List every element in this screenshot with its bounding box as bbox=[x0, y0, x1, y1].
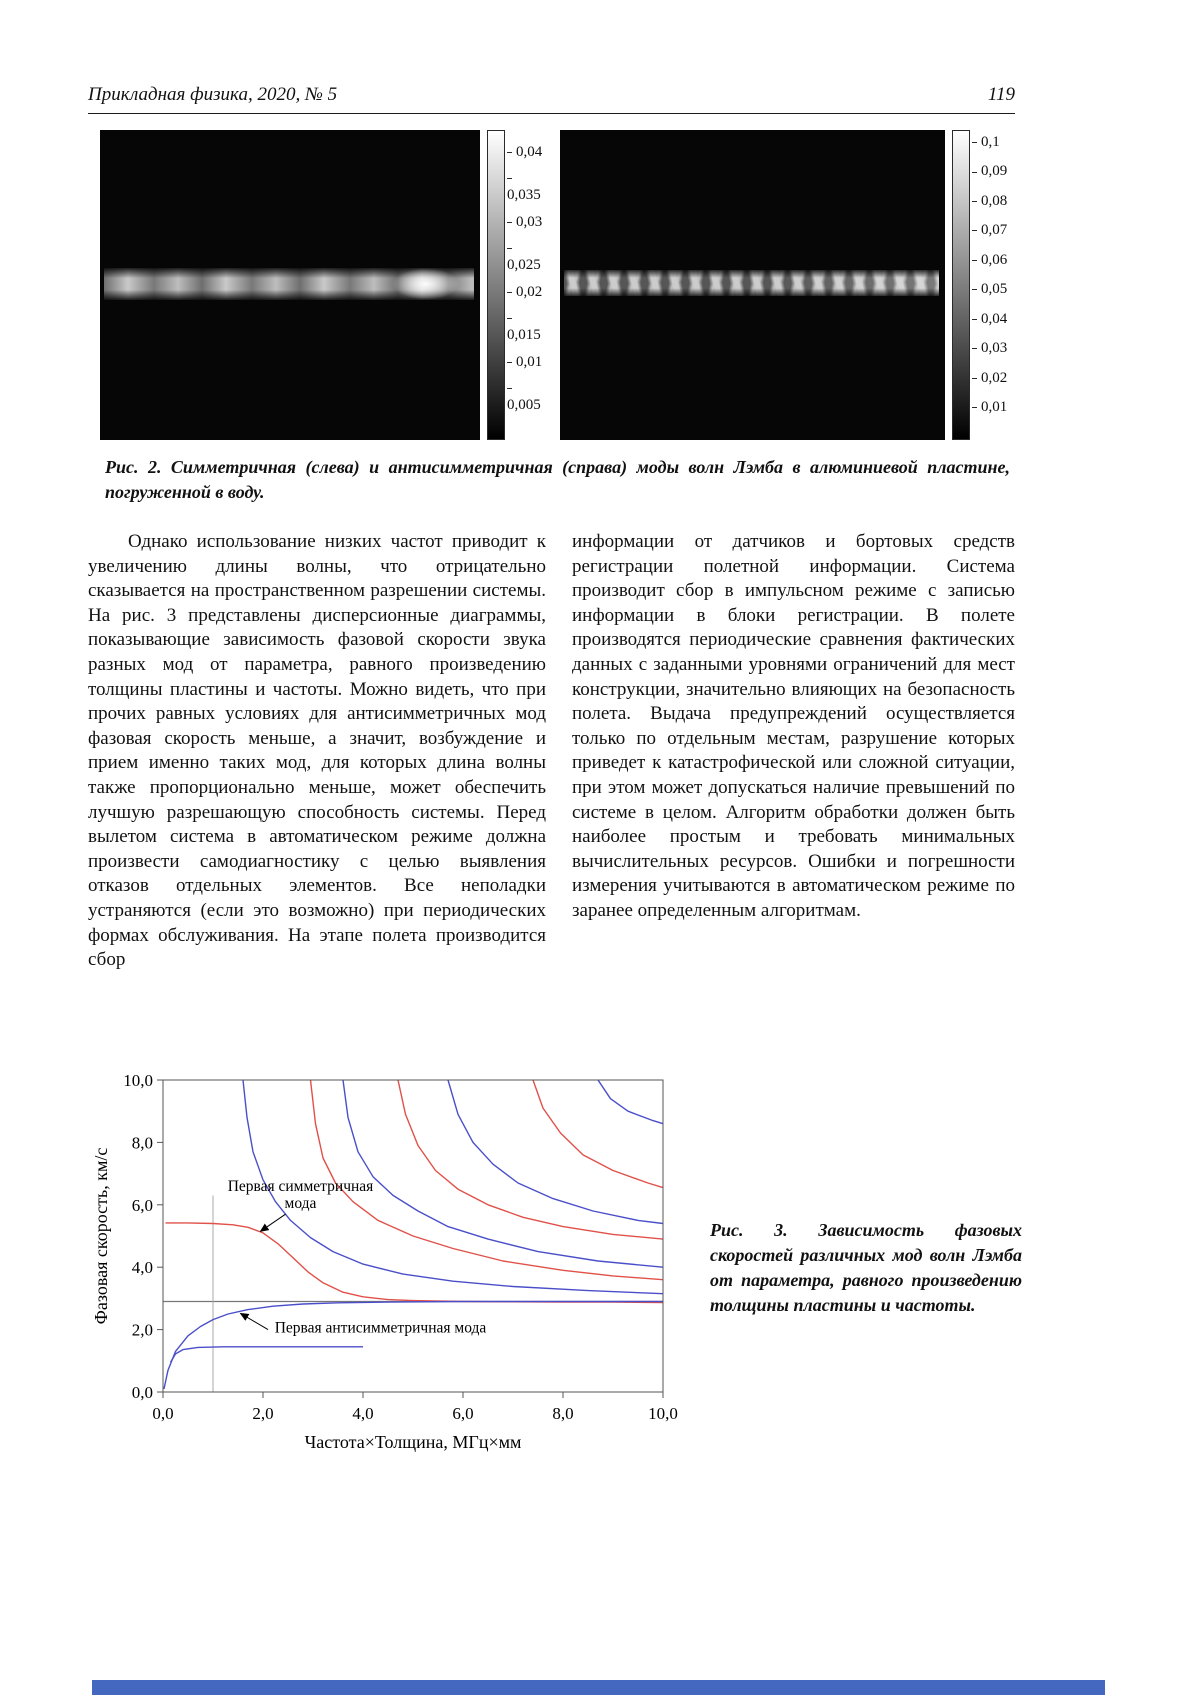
y-tick-label: 6,0 bbox=[131, 1195, 153, 1215]
y-tick-label: 0,0 bbox=[131, 1383, 153, 1402]
annotation-label: Первая антисимметричная мода bbox=[274, 1319, 487, 1337]
header-rule bbox=[88, 113, 1015, 114]
colorbar-tick-label: 0,01 bbox=[972, 399, 1007, 416]
y-tick-label: 4,0 bbox=[131, 1258, 153, 1278]
colorbar-tick-label: 0,03 bbox=[507, 214, 549, 231]
annotation-label: мода bbox=[284, 1194, 317, 1212]
right-colorbar-ticks bbox=[972, 130, 1007, 440]
body-left-column: Однако использование низких частот приводит к увеличению длины волны, что отрицательно сказывается на пространственном разрешении системы. На рис. 3 представлены дисперсионные диаграммы, показывающие зависимость фазовой скорости звука разных мод от параметра, равного произведению толщины пластины и частоты. Можно видеть, что при прочих равных условиях для антисимметричных мод фазовая скорость меньше, а значит, возбуждение и прием именно таких мод, для которых длина волны также пропорционально меньше, может обеспечить лучшую разрешающую способность системы. Перед вылетом система в автоматическом режиме должна произвести самодиагностику с целью выявления отказов отдельных элементов. Все неполадки устраняются (если это возможно) при периодических формах обслуживания. На этапе полета производится сбор bbox=[88, 531, 546, 971]
page-number: 119 bbox=[987, 84, 1015, 105]
left-colorbar-ticks bbox=[507, 130, 549, 440]
right-colorbar-gradient bbox=[952, 130, 970, 440]
figure-2-caption: Рис. 2. Симметричная (слева) и антисимметричная (справа) моды волн Лэмба в алюминиевой пластине, погруженной в воду. bbox=[105, 457, 1010, 502]
colorbar-tick-label: 0,05 bbox=[972, 281, 1007, 298]
mode-curve-S2 bbox=[398, 1080, 663, 1239]
colorbar-tick-label: 0,08 bbox=[972, 193, 1007, 210]
antisymmetric-mode-band bbox=[564, 270, 939, 296]
dispersion-chart bbox=[85, 1062, 705, 1462]
colorbar-tick-label: 0,04 bbox=[507, 144, 549, 161]
x-tick-label: 0,0 bbox=[152, 1404, 174, 1423]
colorbar-tick-label: 0,06 bbox=[972, 252, 1007, 269]
y-tick-label: 10,0 bbox=[123, 1071, 153, 1090]
colorbar-tick-label: 0,02 bbox=[972, 370, 1007, 387]
annotation-arrow bbox=[241, 1313, 269, 1329]
annotation-label: Первая симметричная bbox=[227, 1177, 374, 1195]
mode-curve-A2 bbox=[343, 1080, 663, 1267]
x-tick-label: 2,0 bbox=[252, 1404, 274, 1423]
colorbar-tick-label: 0,005 bbox=[507, 380, 549, 414]
colorbar-tick-label: 0,02 bbox=[507, 284, 549, 301]
x-axis-label: Частота×Толщина, МГц×мм bbox=[304, 1432, 522, 1452]
symmetric-mode-image bbox=[100, 130, 480, 440]
colorbar-tick-label: 0,09 bbox=[972, 163, 1007, 180]
mode-curve-A3 bbox=[448, 1080, 663, 1224]
mode-curve-A0 bbox=[164, 1302, 663, 1389]
mode-curve-A4 bbox=[598, 1080, 663, 1124]
page-header bbox=[88, 84, 1015, 106]
symmetric-mode-band bbox=[104, 268, 475, 301]
colorbar-tick-label: 0,01 bbox=[507, 354, 549, 371]
footer-bar bbox=[92, 1680, 1105, 1695]
left-colorbar-gradient bbox=[487, 130, 505, 440]
x-tick-label: 8,0 bbox=[552, 1404, 574, 1423]
colorbar-tick-label: 0,1 bbox=[972, 134, 1007, 151]
y-axis-label: Фазовая скорость, км/с bbox=[91, 1147, 111, 1325]
body-right-column: информации от датчиков и бортовых средств регистрации полетной информации. Система производит сбор в импульсном режиме с записью информации в блоки регистрации. В полете производятся периодические сравнения фактических данных с заданными уровнями ограничений для мест конструкции, значительно влияющих на безопасность полета. Выдача предупреждений осуществляется только по отдельным местам, разрушение которых приведет к катастрофической или сложной ситуации, при этом может допускаться наличие превышений по системе в целом. Алгоритм обработки должен быть наиболее простым и требовать минимальных вычислительных ресурсов. Ошибки и погрешности измерения учитываются в автоматическом режиме по заранее определенным алгоритмам. bbox=[572, 531, 1015, 921]
mode-curve-quasi-Scholte bbox=[171, 1347, 364, 1363]
colorbar-tick-label: 0,03 bbox=[972, 340, 1007, 357]
x-tick-label: 6,0 bbox=[452, 1404, 474, 1423]
colorbar-tick-label: 0,015 bbox=[507, 310, 549, 344]
colorbar-tick-label: 0,04 bbox=[972, 311, 1007, 328]
annotation-arrow bbox=[261, 1214, 286, 1231]
right-colorbar bbox=[952, 130, 1014, 440]
x-tick-label: 10,0 bbox=[648, 1404, 678, 1423]
colorbar-tick-label: 0,025 bbox=[507, 240, 549, 274]
mode-curve-S3 bbox=[533, 1080, 663, 1188]
x-tick-label: 4,0 bbox=[352, 1404, 374, 1423]
figure-3-caption: Рис. 3. Зависимость фазовых скоростей различных мод волн Лэмба от параметра, равного произведению толщины пластины и частоты. bbox=[710, 1220, 1022, 1315]
y-tick-label: 2,0 bbox=[131, 1320, 153, 1340]
y-tick-label: 8,0 bbox=[131, 1133, 153, 1153]
antisymmetric-mode-image bbox=[560, 130, 945, 440]
colorbar-tick-label: 0,07 bbox=[972, 222, 1007, 239]
journal-title: Прикладная физика, 2020, № 5 bbox=[88, 84, 338, 105]
left-colorbar bbox=[487, 130, 549, 440]
colorbar-tick-label: 0,035 bbox=[507, 170, 549, 204]
